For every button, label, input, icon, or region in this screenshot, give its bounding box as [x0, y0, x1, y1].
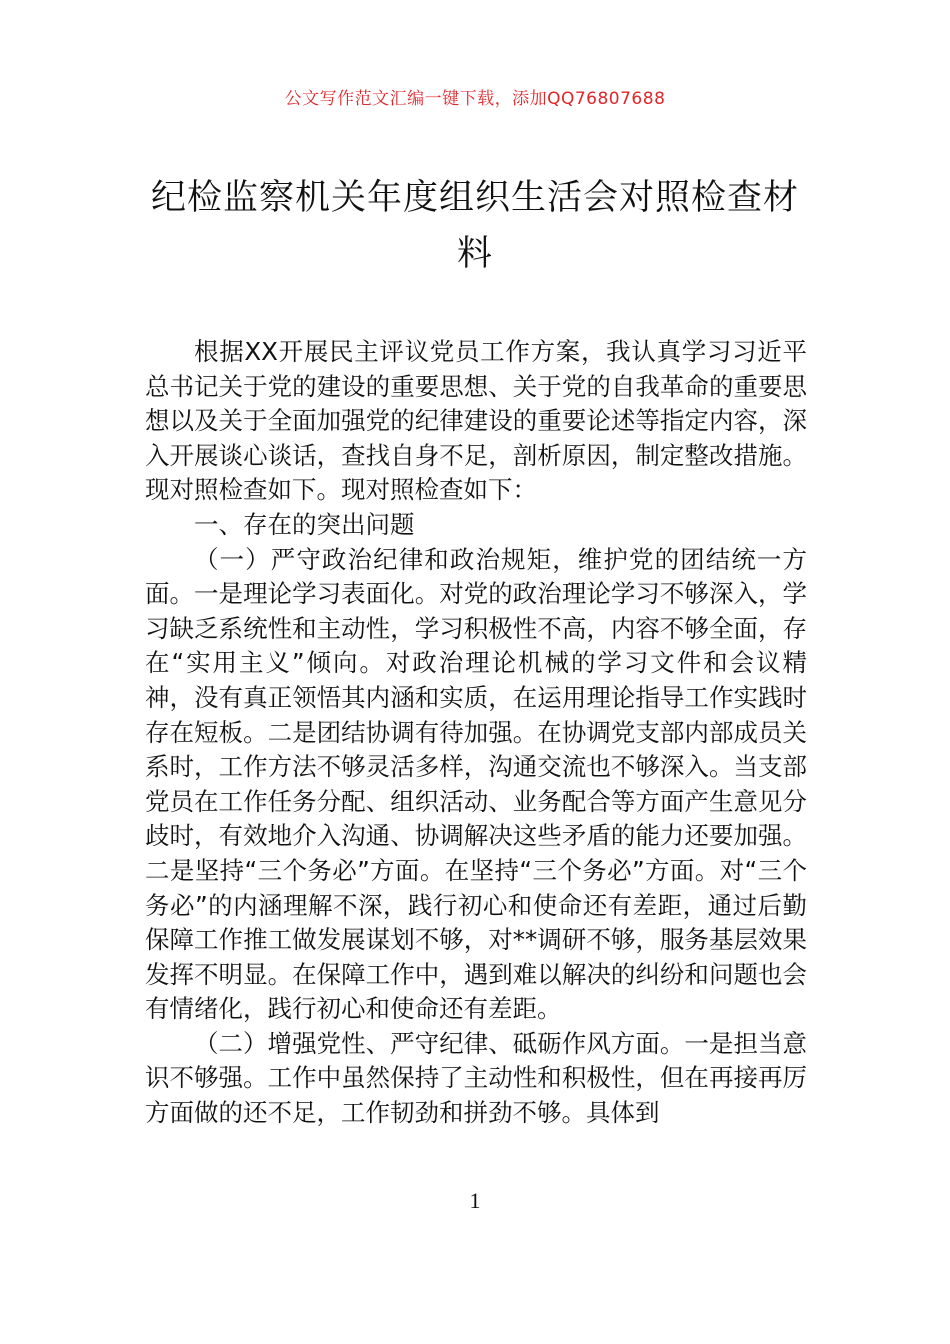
paragraph-intro: 根据XX开展民主评议党员工作方案，我认真学习习近平总书记关于党的建设的重要思想、关于党的自我革命的重要思想以及关于全面加强党的纪律建设的重要论述等指定内容，深入开展谈心谈话，查找自身不足，剖析原因，制定整改措施。现对照检查如下。现对照检查如下：	[145, 337, 807, 505]
paragraph-section-2: （二）增强党性、严守纪律、砥砺作风方面。一是担当意识不够强。工作中虽然保持了主动性和积极性，但在再接再厉方面做的还不足，工作韧劲和拼劲不够。具体到	[145, 1028, 807, 1128]
section-heading: 一、存在的突出问题	[194, 509, 415, 539]
page-number: 1	[469, 1188, 481, 1213]
header-ad-text: 公文写作范文汇编一键下载，添加QQ76807688	[284, 89, 666, 109]
document-title: 纪检监察机关年度组织生活会对照检查材料	[150, 178, 799, 274]
document-body	[145, 335, 807, 1131]
paragraph-section-1: （一）严守政治纪律和政治规矩，维护党的团结统一方面。一是理论学习表面化。对党的政治理论学习不够深入，学习缺乏系统性和主动性，学习积极性不高，内容不够全面，存在“实用主义”倾向。对政治理论机械的学习文件和会议精神，没有真正领悟其内涵和实质，在运用理论指导工作实践时存在短板。二是团结协调有待加强。在协调党支部内部成员关系时，工作方法不够灵活多样，沟通交流也不够深入。当支部党员在工作任务分配、组织活动、业务配合等方面产生意见分歧时，有效地介入沟通、协调解决这些矛盾的能力还要加强。二是坚持“三个务必”方面。在坚持“三个务必”方面。对“三个务必”的内涵理解不深，践行初心和使命还有差距，通过后勤保障工作推工做发展谋划不够，对**调研不够，服务基层效果发挥不明显。在保障工作中，遇到难以解决的纠纷和问题也会有情绪化，践行初心和使命还有差距。	[145, 544, 807, 1024]
